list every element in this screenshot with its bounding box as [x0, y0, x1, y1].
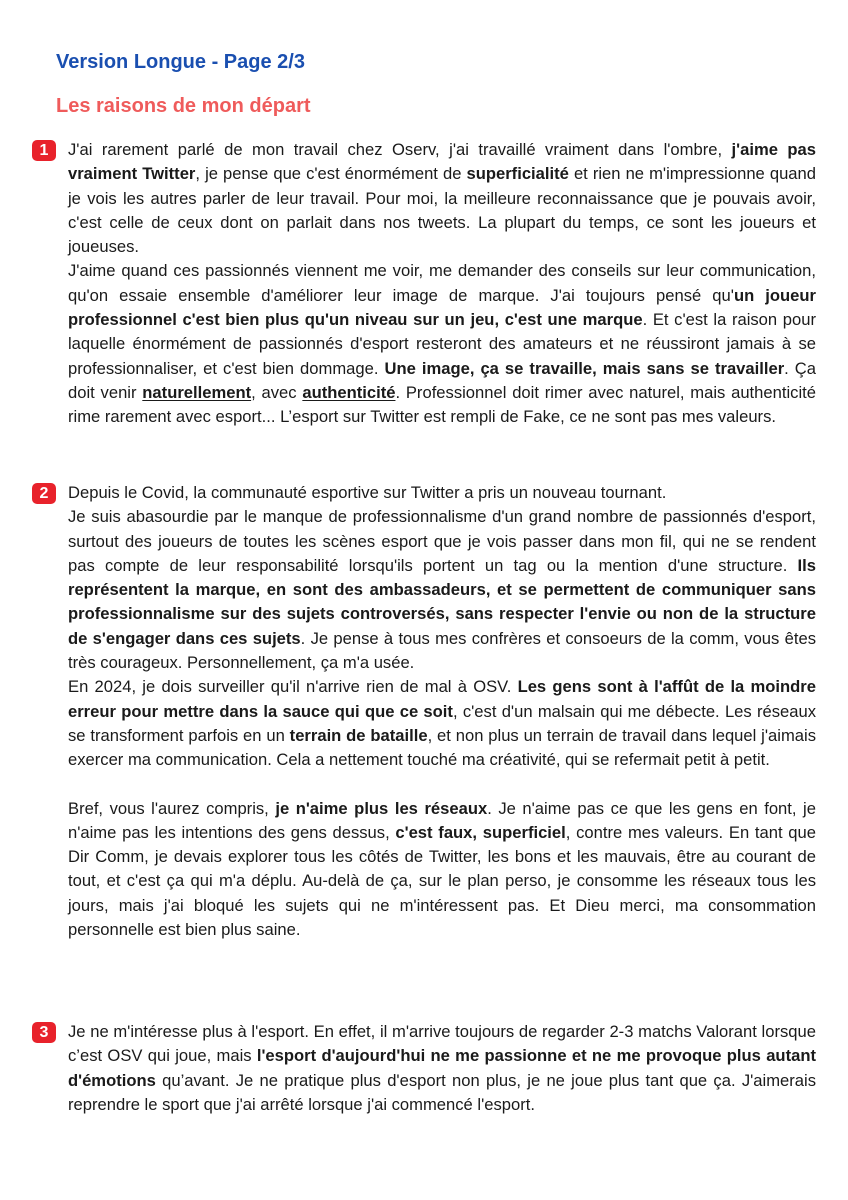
paragraph-spacer — [68, 773, 816, 797]
text-run: , contre mes valeurs. En tant que Dir Comm, je devais explorer tous les côtés de Twitter, les bons et les mauvais, être au courant de tout, et c'est ça qui m'a déplu. Au-delà de ça, sur le plan perso, je consomme les réseaux tous les jours, mais j'ai bloqué les sujets qui ne m'intéressent pas. Et Dieu merci, ma consommation personnelle est bien plus saine. — [68, 822, 816, 940]
paragraph — [68, 797, 816, 943]
text-run: . Et c'est la raison pour laquelle énormément de passionnés d'esport resteront des amateurs et ne réussiront jamais à se professionnaliser, et c'est bien dommage. — [68, 310, 816, 378]
text-run: J'aime quand ces passionnés viennent me voir, me demander des conseils sur leur communication, qu'on essaie ensemble d'améliorer leur image de marque. J'ai toujours pensé qu' — [68, 261, 816, 305]
paragraph — [68, 259, 816, 429]
text-run: , je pense que c'est énormément de — [195, 164, 467, 184]
text-run: Bref, vous l'aurez compris, — [68, 798, 276, 818]
section-3 — [39, 1020, 816, 1117]
text-run: . Professionnel doit rimer avec naturel, mais authenticité rime rarement avec esport... L’esport sur Twitter est rempli de Fake, ce ne sont pas mes valeurs. — [68, 382, 816, 427]
text-run: Je suis abasourdie par le manque de professionnalisme d'un grand nombre de passionnés d'esport, surtout des joueurs de toutes les scènes esport que je vois passer dans mon fil, qui ne se rendent pas compte de leur responsabilité lorsqu'ils portent un tag ou la mention d'une structure. — [68, 507, 816, 575]
section-number-badge: 1 — [32, 140, 56, 161]
paragraph — [68, 505, 816, 675]
section-body — [68, 138, 816, 430]
text-run: et rien ne m'impressionne quand je vois les autres parler de leur travail. Pour moi, la meilleure reconnaissance que je pouvais avoir, c'est celle de ceux dont on parlait dans nos tweets. La plupart du temps, ce sont les joueurs et joueuses. — [68, 164, 816, 257]
section-2 — [39, 481, 816, 942]
emphasized-text: Une image, ça se travaille, mais sans se travailler — [384, 358, 785, 378]
text-run: En 2024, je dois surveiller qu'il n'arrive rien de mal à OSV. — [68, 677, 518, 697]
page-title: Version Longue - Page 2/3 — [56, 51, 305, 73]
text-run: , et non plus un terrain de travail dans lequel j'aimais exercer ma communication. Cela a nettement touché ma créativité, qui se refermait petit à petit. — [68, 725, 816, 770]
text-run: J'ai rarement parlé de mon travail chez Oserv, j'ai travaillé vraiment dans l'ombre, — [68, 140, 732, 159]
text-run: . Je n'aime pas ce que les gens en font, je n'aime pas les intentions des gens dessus, — [68, 798, 816, 842]
emphasized-text: l'esport d'aujourd'hui ne me passionne et ne me provoque plus autant d'émotions — [68, 1046, 816, 1090]
emphasized-text: terrain de bataille — [289, 725, 428, 745]
section-heading: Les raisons de mon départ — [56, 95, 311, 117]
section-number-badge: 3 — [32, 1022, 56, 1043]
text-run: , c'est d'un malsain qui me débecte. Les réseaux se transforment parfois en un — [68, 701, 816, 745]
paragraph — [68, 481, 816, 505]
text-run: . Je pense à tous mes confrères et consoeurs de la comm, vous êtes très courageux. Personnellement, ça m'a usée. — [68, 628, 816, 673]
emphasized-text: Les gens sont à l'affût de la moindre erreur pour mettre dans la sauce qui que ce soit — [68, 677, 816, 721]
emphasized-text: je n'aime plus les réseaux — [275, 798, 488, 818]
emphasized-text: superficialité — [466, 164, 569, 184]
text-run: , avec — [251, 382, 303, 402]
text-run: qu’avant. Je ne pratique plus d'esport non plus, je ne joue plus tant que ça. J'aimerais reprendre le sport que j'ai arrêté lorsque j'ai commencé l'esport. — [68, 1070, 816, 1114]
paragraph — [68, 138, 816, 259]
emphasized-text: authenticité — [302, 382, 396, 402]
emphasized-text: un joueur professionnel c'est bien plus qu'un niveau sur un jeu, c'est une marque — [68, 285, 816, 330]
text-run: Je ne m'intéresse plus à l'esport. En effet, il m'arrive toujours de regarder 2-3 matchs Valorant lorsque c’est OSV qui joue, mais — [68, 1022, 816, 1066]
section-body — [68, 481, 816, 942]
paragraph — [68, 1020, 816, 1117]
emphasized-text: Ils représentent la marque, en sont des ambassadeurs, et se permettent de communiquer sans professionnalisme sur des sujets controversés, sans respecter l'envie ou non de la structure de s'engager dans ces sujets — [68, 555, 816, 648]
section-1 — [39, 138, 817, 430]
emphasized-text: j'aime pas vraiment Twitter — [68, 140, 816, 184]
text-run: . Ça doit venir — [68, 358, 817, 402]
emphasized-text: c'est faux, superficiel — [395, 822, 566, 842]
text-run: Depuis le Covid, la communauté esportive sur Twitter a pris un nouveau tournant. — [68, 483, 667, 502]
paragraph — [68, 675, 816, 772]
emphasized-text: naturellement — [142, 382, 252, 402]
section-body — [68, 1020, 816, 1117]
section-number-badge: 2 — [32, 483, 56, 504]
